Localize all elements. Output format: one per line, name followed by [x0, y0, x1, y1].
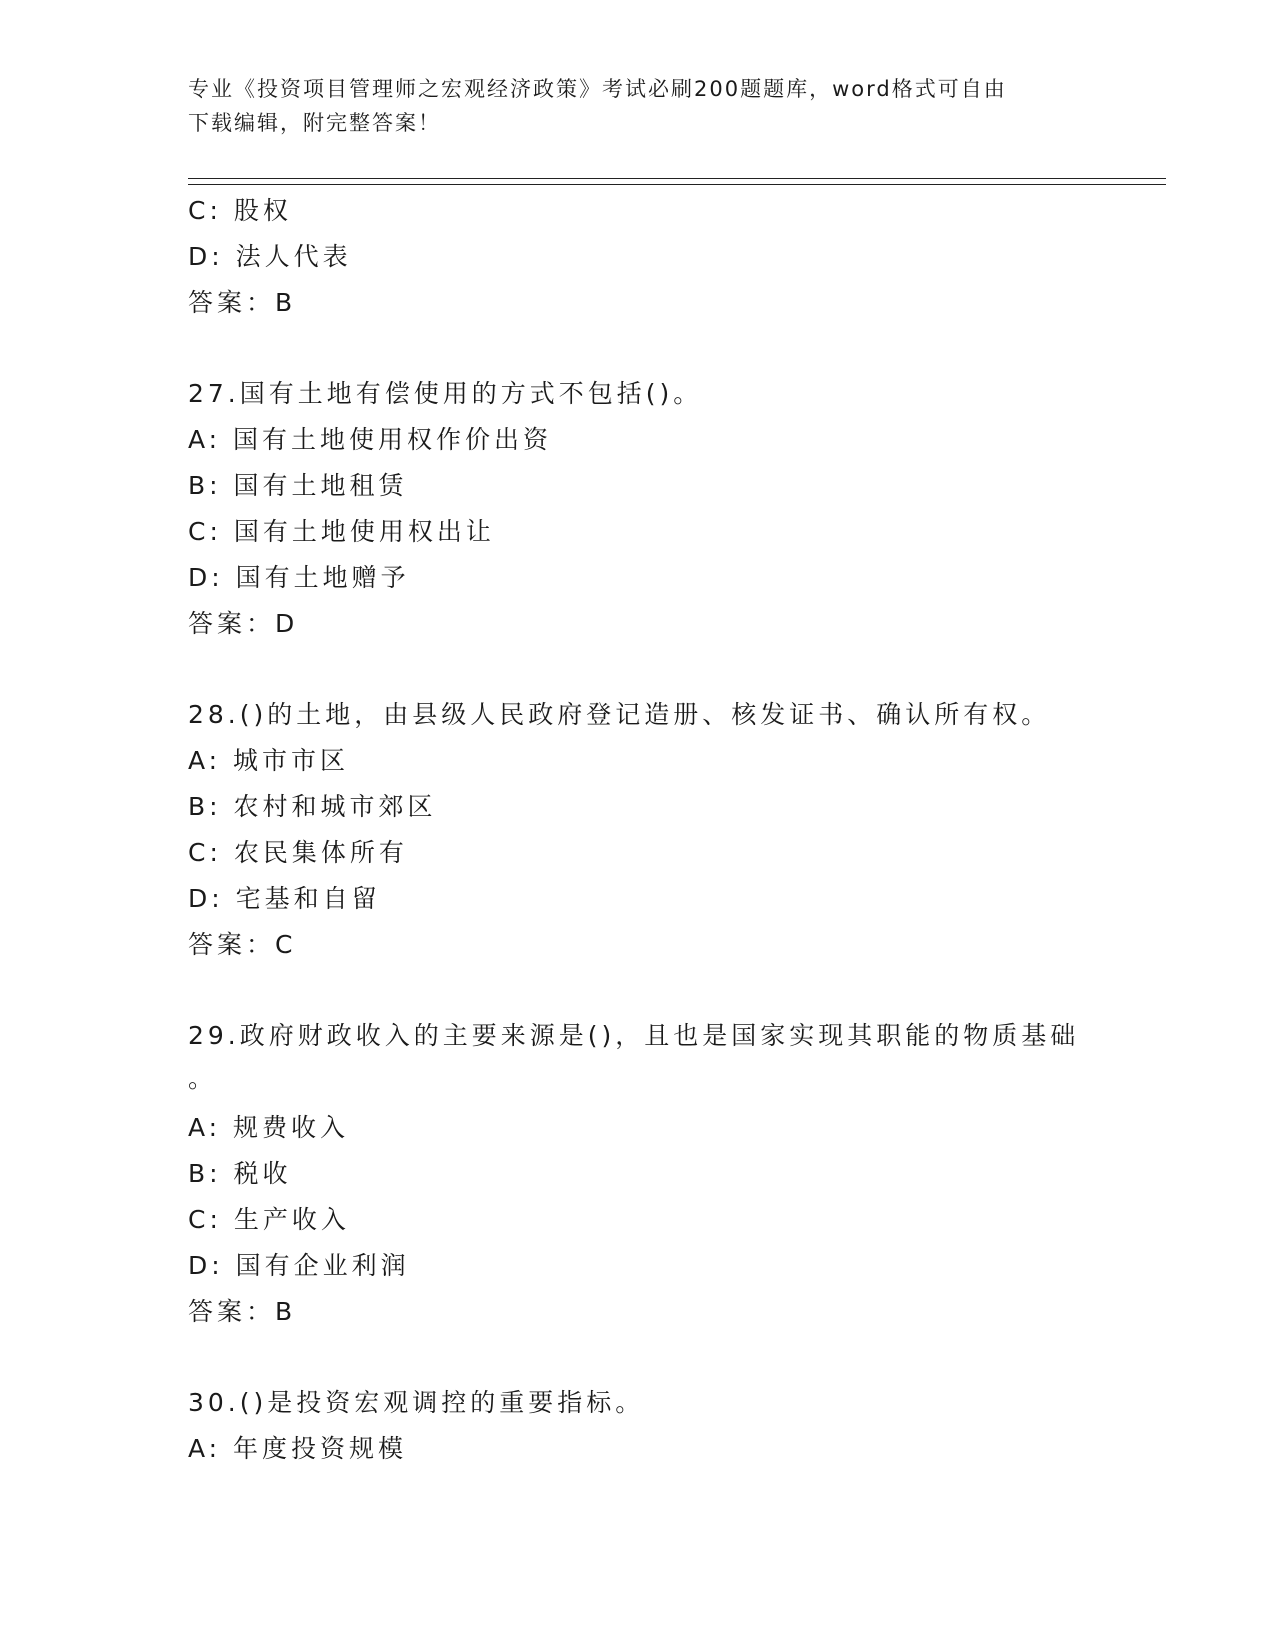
document-header — [188, 72, 1088, 140]
question-stem: 29.政府财政收入的主要来源是()，且也是国家实现其职能的物质基础 — [188, 1021, 1080, 1050]
option-d: D: 国有企业利润 — [188, 1251, 410, 1280]
answer: 答案：D — [188, 609, 299, 638]
option-b: B: 税收 — [188, 1159, 292, 1188]
option-a: A: 规费收入 — [188, 1113, 350, 1142]
option-a: A: 国有土地使用权作价出资 — [188, 425, 553, 454]
option-d: D: 宅基和自留 — [188, 884, 381, 913]
option-c: C: 农民集体所有 — [188, 838, 408, 867]
option-d: D: 国有土地赠予 — [188, 563, 410, 592]
question-stem: 30.()是投资宏观调控的重要指标。 — [188, 1388, 645, 1417]
option-c: C: 国有土地使用权出让 — [188, 517, 495, 546]
question-stem: 28.()的土地，由县级人民政府登记造册、核发证书、确认所有权。 — [188, 700, 1051, 729]
option-a: A: 城市市区 — [188, 746, 350, 775]
header-divider — [188, 178, 1166, 185]
option-d: D: 法人代表 — [188, 242, 352, 271]
answer: 答案：B — [188, 1297, 297, 1326]
answer: 答案：C — [188, 930, 297, 959]
header-line-1: 专业《投资项目管理师之宏观经济政策》考试必刷200题题库，word格式可自由 — [188, 77, 1007, 101]
option-c: C: 股权 — [188, 196, 292, 225]
question-list — [188, 188, 1088, 1472]
question-stem: 27.国有土地有偿使用的方式不包括()。 — [188, 379, 703, 408]
option-c: C: 生产收入 — [188, 1205, 350, 1234]
option-b: B: 农村和城市郊区 — [188, 792, 437, 821]
header-line-2: 下载编辑，附完整答案！ — [188, 111, 441, 135]
question-stem-continuation: 。 — [188, 1064, 218, 1093]
option-a: A: 年度投资规模 — [188, 1434, 408, 1463]
answer: 答案：B — [188, 288, 297, 317]
option-b: B: 国有土地租赁 — [188, 471, 408, 500]
